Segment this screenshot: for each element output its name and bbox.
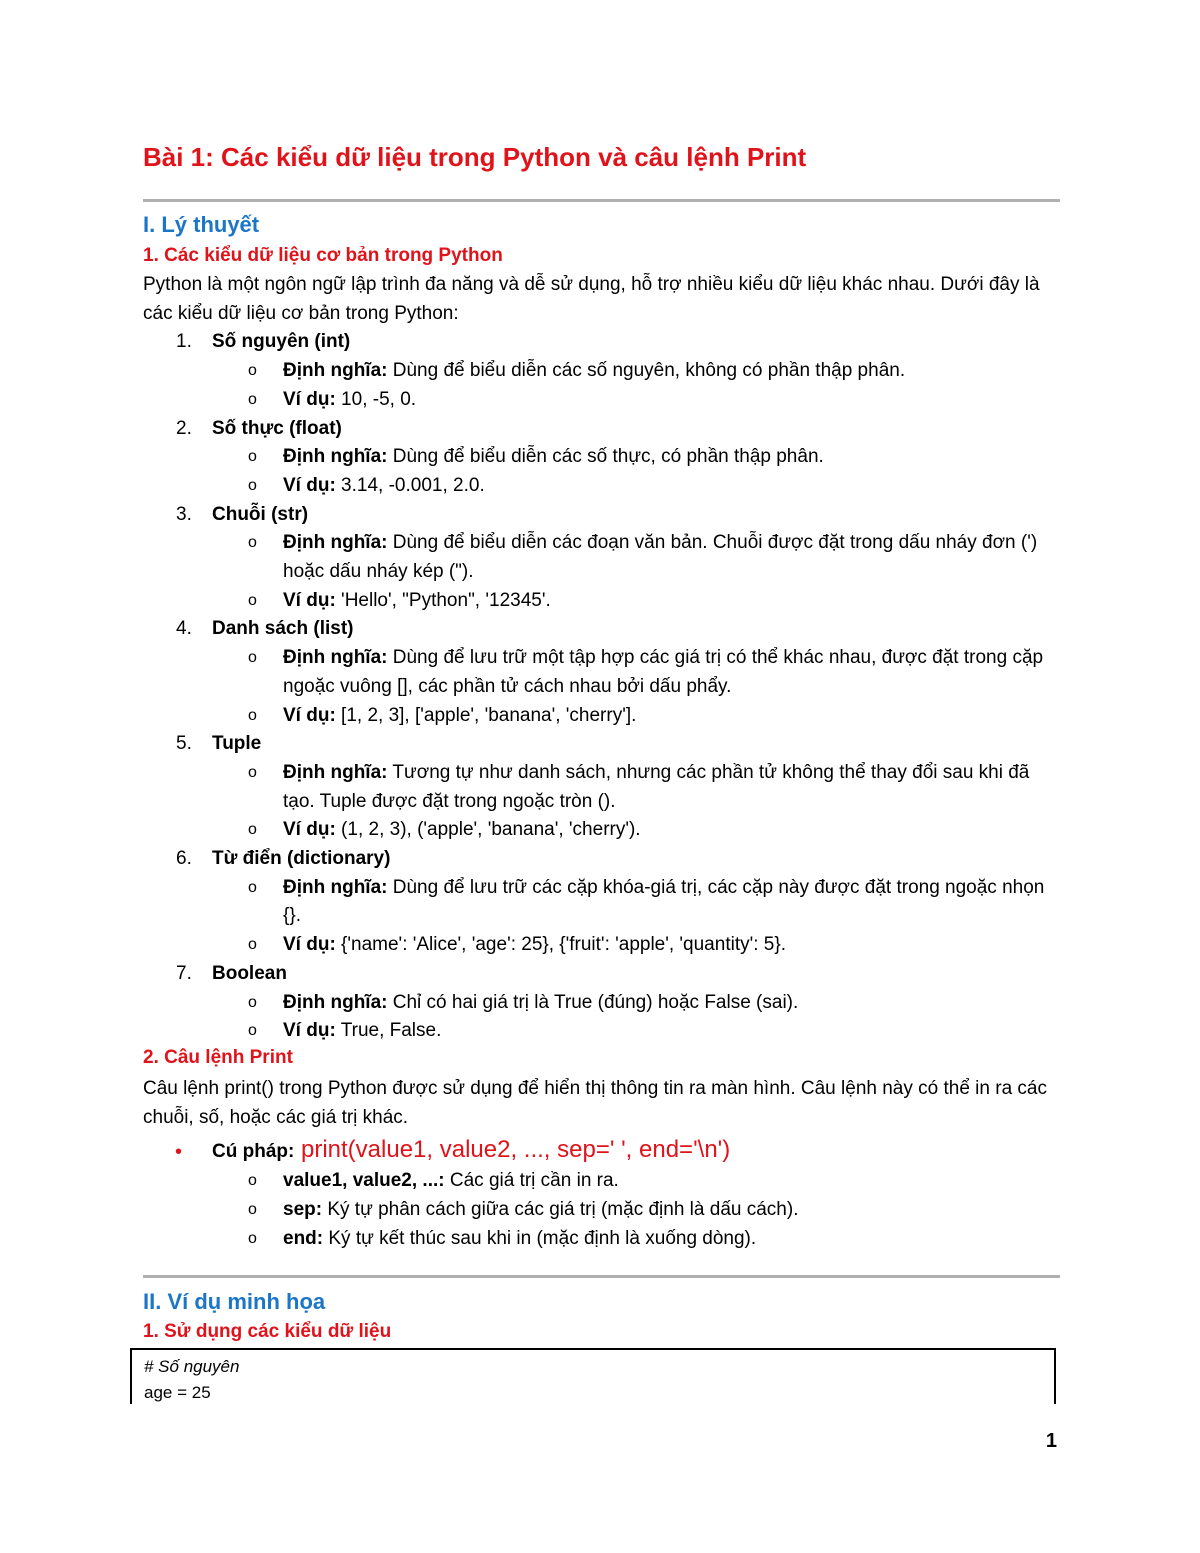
code-block [130,1348,1056,1404]
definition-line [212,989,1060,1018]
definition-label: Định nghĩa: [283,647,388,669]
data-type-item [143,845,1060,960]
page-number: 1 [1045,1430,1057,1452]
item-number: 1. [176,331,192,353]
circle-bullet-icon: o [248,878,257,896]
data-type-item [143,960,1060,1046]
circle-bullet-icon: o [248,993,257,1011]
example-line [212,702,1060,731]
item-number: 4. [176,618,192,640]
circle-bullet-icon: o [248,534,257,552]
item-number: 3. [176,503,192,525]
example-label: Ví dụ: [283,388,336,410]
data-type-item [143,615,1060,730]
definition-text: Dùng để biểu diễn các số nguyên, không có phần thập phân. [387,360,906,382]
item-number: 7. [176,962,192,984]
circle-bullet-icon: o [248,936,257,954]
item-title: Chuỗi (str) [212,503,309,525]
circle-bullet-icon: o [248,362,257,380]
item-details [212,644,1060,730]
definition-label: Định nghĩa: [283,532,388,554]
subsection-data-types-heading: 1. Các kiểu dữ liệu cơ bản trong Python [143,245,503,266]
definition-line [212,644,1060,701]
item-title: Từ điển (dictionary) [212,848,391,870]
section-theory-heading: I. Lý thuyết [143,212,260,237]
circle-bullet-icon: o [248,476,257,494]
syntax-code: print(value1, value2, ..., sep=' ', end='\n') [294,1136,731,1164]
circle-bullet-icon: o [248,706,257,724]
item-number: 6. [176,848,192,870]
data-type-item [143,730,1060,845]
item-details [212,443,1060,500]
example-label: Ví dụ: [283,589,336,611]
param-name: value1, value2, ...: [283,1170,445,1192]
example-text: (1, 2, 3), ('apple', 'banana', 'cherry'). [335,819,641,841]
example-line [212,472,1060,501]
example-line [212,816,1060,845]
item-details [212,989,1060,1046]
example-text: 'Hello', "Python", '12345'. [335,589,551,611]
example-label: Ví dụ: [283,474,336,496]
syntax-item [143,1136,1060,1167]
circle-bullet-icon: o [248,649,257,667]
definition-text: Tương tự như danh sách, nhưng các phần tử không thể thay đổi sau khi đã tạo. Tuple được đặt trong ngoặc tròn (). [283,761,1030,812]
circle-bullet-icon: o [248,390,257,408]
definition-line [212,357,1060,386]
item-number: 2. [176,417,192,439]
data-types-intro: Python là một ngôn ngữ lập trình đa năng và dễ sử dụng, hỗ trợ nhiều kiểu dữ liệu khác nhau. Dưới đây là các kiểu dữ liệu cơ bản trong Python: [143,274,1040,324]
definition-text: Chỉ có hai giá trị là True (đúng) hoặc False (sai). [387,991,799,1013]
example-text: 3.14, -0.001, 2.0. [335,474,485,496]
definition-label: Định nghĩa: [283,446,388,468]
definition-label: Định nghĩa: [283,991,388,1013]
param-desc: Ký tự kết thúc sau khi in (mặc định là xuống dòng). [323,1227,757,1249]
definition-line [212,443,1060,472]
example-label: Ví dụ: [283,819,336,841]
param-desc: Các giá trị cần in ra. [444,1170,619,1192]
code-line: age = 25 [144,1383,211,1402]
print-param [212,1225,1060,1254]
example-line [212,587,1060,616]
section-examples-heading: II. Ví dụ minh họa [143,1289,326,1314]
example-label: Ví dụ: [283,934,336,956]
circle-bullet-icon: o [248,1229,257,1247]
data-types-body [143,271,1060,1046]
example-text: 10, -5, 0. [335,388,417,410]
circle-bullet-icon: o [248,1022,257,1040]
print-param [212,1167,1060,1196]
example-text: [1, 2, 3], ['apple', 'banana', 'cherry']. [335,704,637,726]
param-name: end: [283,1227,324,1249]
definition-text: Dùng để lưu trữ một tập hợp các giá trị có thể khác nhau, được đặt trong cặp ngoặc vuông [], các phần tử cách nhau bởi dấu phẩy. [283,647,1044,697]
definition-text: Dùng để biểu diễn các số thực, có phần thập phân. [387,446,824,468]
item-title: Boolean [212,962,287,984]
item-title: Danh sách (list) [212,618,354,640]
definition-line [212,759,1060,816]
subsection-print-heading: 2. Câu lệnh Print [143,1047,293,1068]
example-text: {'name': 'Alice', 'age': 25}, {'fruit': 'apple', 'quantity': 5}. [335,934,786,956]
item-details [212,357,1060,414]
example-line [212,931,1060,960]
bullet-dot-icon: • [175,1141,183,1164]
example-line [212,1017,1060,1046]
definition-text: Dùng để lưu trữ các cặp khóa-giá trị, các cặp này được đặt trong ngoặc nhọn {}. [283,876,1045,927]
example-label: Ví dụ: [283,1020,336,1042]
data-type-item [143,415,1060,501]
syntax-label: Cú pháp: [212,1141,295,1163]
item-number: 5. [176,733,192,755]
circle-bullet-icon: o [248,763,257,781]
item-title: Số nguyên (int) [212,331,351,353]
param-name: sep: [283,1198,323,1220]
definition-label: Định nghĩa: [283,360,388,382]
param-desc: Ký tự phân cách giữa các giá trị (mặc định là dấu cách). [322,1198,799,1220]
definition-label: Định nghĩa: [283,876,388,898]
item-details [212,874,1060,960]
item-details [212,759,1060,845]
print-body [143,1075,1060,1253]
item-details [212,529,1060,615]
data-type-item [143,501,1060,616]
circle-bullet-icon: o [248,591,257,609]
example-label: Ví dụ: [283,704,336,726]
section-divider [143,1275,1060,1278]
print-params-list [212,1167,1060,1253]
print-intro: Câu lệnh print() trong Python được sử dụng để hiển thị thông tin ra màn hình. Câu lệnh này có thể in ra các chuỗi, số, hoặc các giá trị khác. [143,1078,1047,1128]
data-type-item [143,328,1060,414]
circle-bullet-icon: o [248,1172,257,1190]
definition-line [212,529,1060,586]
example-line [212,386,1060,415]
data-types-list [143,328,1060,1046]
item-title: Số thực (float) [212,417,342,439]
document-title: Bài 1: Các kiểu dữ liệu trong Python và câu lệnh Print [143,142,807,172]
circle-bullet-icon: o [248,1200,257,1218]
print-param [212,1196,1060,1225]
definition-text: Dùng để biểu diễn các đoạn văn bản. Chuỗi được đặt trong dấu nháy đơn (') hoặc dấu nháy kép ("). [283,532,1038,583]
circle-bullet-icon: o [248,821,257,839]
title-divider [143,199,1060,202]
definition-line [212,874,1060,931]
subsection-use-data-types-heading: 1. Sử dụng các kiểu dữ liệu [143,1321,392,1342]
item-title: Tuple [212,733,262,755]
definition-label: Định nghĩa: [283,761,388,783]
code-line: # Số nguyên [144,1357,240,1376]
example-text: True, False. [335,1020,442,1042]
circle-bullet-icon: o [248,448,257,466]
